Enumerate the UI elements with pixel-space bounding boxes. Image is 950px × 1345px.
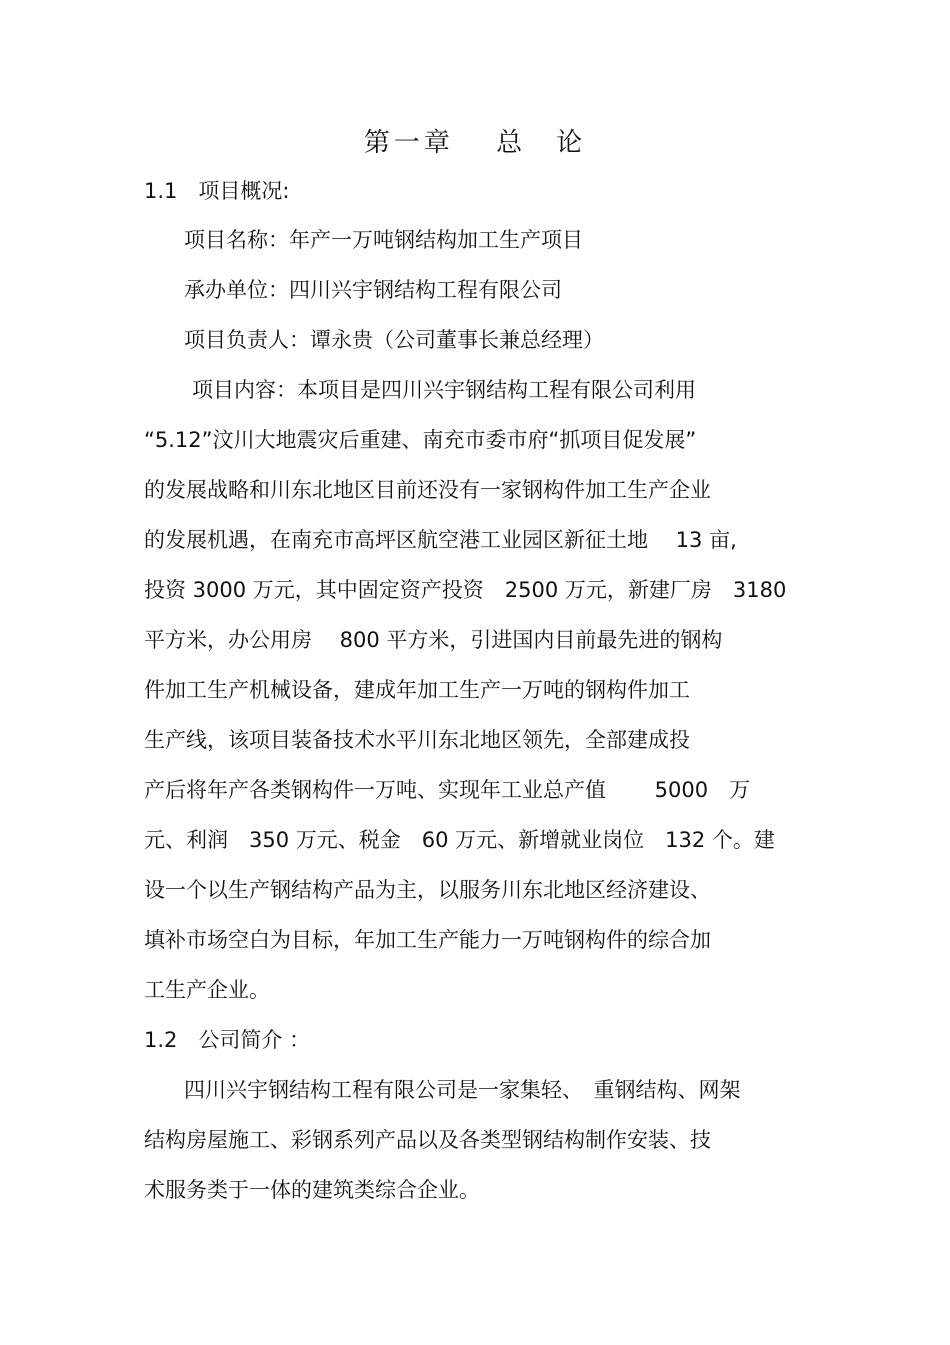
organizer-line: 承办单位：四川兴宇钢结构工程有限公司 [184,278,562,302]
company-intro-line: 四川兴宇钢结构工程有限公司是一家集轻、 重钢结构、网架 [184,1078,741,1102]
section-heading-1-2: 1.2 公司简介 ： [144,1028,311,1052]
body-line: 填补市场空白为目标，年加工生产能力一万吨钢构件的综合加 [144,928,711,952]
section-heading-1-1: 1.1 项目概况: [144,179,290,203]
project-leader-line: 项目负责人：谭永贵（公司董事长兼总经理） [184,328,604,352]
project-name-line: 项目名称：年产一万吨钢结构加工生产项目 [184,228,583,252]
body-line: 平方米，办公用房 800 平方米，引进国内目前最先进的钢构 [144,628,723,652]
body-line: 的发展机遇，在南充市高坪区航空港工业园区新征土地 13 亩, [144,528,737,552]
body-line: 件加工生产机械设备，建成年加工生产一万吨的钢构件加工 [144,678,690,702]
project-content-line: 项目内容：本项目是四川兴宇钢结构工程有限公司利用 [192,378,696,402]
body-line: “5.12”汶川大地震灾后重建、南充市委市府“抓项目促发展” [144,428,697,452]
body-line: 生产线，该项目装备技术水平川东北地区领先，全部建成投 [144,728,690,752]
body-line: 结构房屋施工、彩钢系列产品以及各类型钢结构制作安装、技 [144,1128,711,1152]
body-line: 术服务类于一体的建筑类综合企业。 [144,1178,480,1202]
body-line: 投资 3000 万元，其中固定资产投资 2500 万元，新建厂房 3180 [144,578,787,602]
body-line: 设一个以生产钢结构产品为主，以服务川东北地区经济建设、 [144,878,711,902]
body-line: 元、利润 350 万元、税金 60 万元、新增就业岗位 132 个。建 [144,828,775,852]
body-line: 工生产企业。 [144,978,270,1002]
body-line: 产后将年产各类钢构件一万吨、实现年工业总产值 5000 万 [144,778,751,802]
chapter-title: 第一章 总 论 [363,128,587,158]
body-line: 的发展战略和川东北地区目前还没有一家钢构件加工生产企业 [144,478,711,502]
